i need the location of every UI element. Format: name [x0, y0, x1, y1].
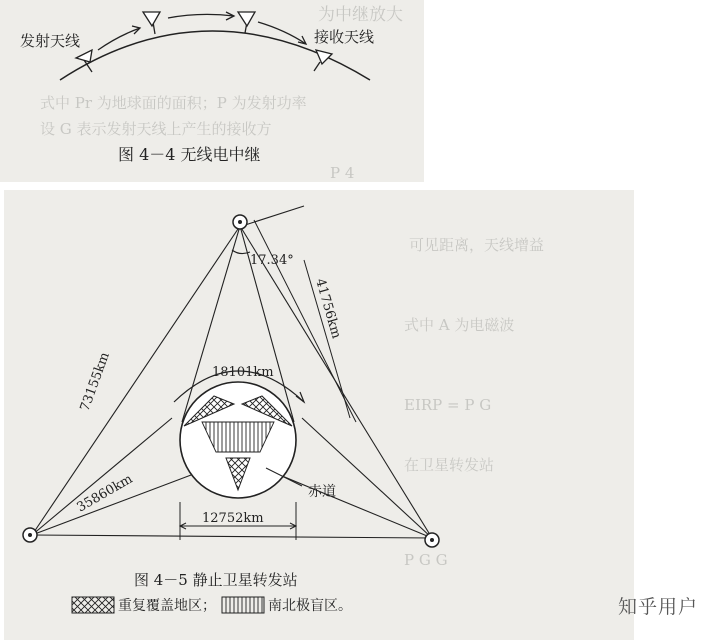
svg-text:为中继放大: 为中继放大 — [318, 5, 403, 25]
relay-arrow-2 — [168, 12, 234, 20]
transmit-antenna-label: 发射天线 — [20, 32, 81, 50]
orbit-arc-arrow — [296, 392, 304, 402]
satellite-icon — [233, 215, 247, 229]
svg-text:式中 A 为电磁波: 式中 A 为电磁波 — [404, 316, 515, 334]
relay-antenna-icon-2 — [238, 12, 255, 33]
svg-text:式中 Pr 为地球面的面积；P 为发射功率: 式中 Pr 为地球面的面积；P 为发射功率 — [40, 94, 307, 112]
geostationary-relay-diagram — [4, 190, 634, 640]
relay-antenna-icon-1 — [143, 12, 160, 34]
legend-blind-label: 南北极盲区。 — [268, 598, 352, 614]
ground-station-left-icon — [23, 528, 37, 542]
earth-diameter-label: 12752km — [202, 511, 264, 526]
legend-blind-swatch — [222, 597, 264, 613]
figure-4-5-panel — [4, 190, 634, 640]
svg-text:EIRP = P G: EIRP = P G — [404, 396, 492, 414]
figure-4-4-panel — [0, 0, 424, 182]
receive-antenna-label: 接收天线 — [314, 28, 375, 46]
svg-text:P 4: P 4 — [330, 164, 355, 182]
legend-overlap-label: 重复覆盖地区； — [118, 598, 216, 614]
relay-arrow-1 — [98, 26, 140, 50]
svg-text:可见距离，天线增益: 可见距离，天线增益 — [409, 236, 545, 254]
receive-antenna-icon — [314, 50, 332, 71]
figure-4-4-caption: 图 4－4 无线电中继 — [118, 145, 261, 164]
equator-label: 赤道 — [308, 484, 336, 500]
slant-range-label: 41756km — [312, 276, 344, 341]
watermark: 知乎用户 — [617, 596, 698, 618]
angle-label: 17.34° — [250, 253, 294, 268]
geo-altitude-label: 35860km — [74, 471, 136, 516]
radio-relay-diagram — [0, 0, 424, 182]
svg-text:设 G 表示发射天线上产生的接收方: 设 G 表示发射天线上产生的接收方 — [40, 120, 272, 138]
inter-station-label: 73155km — [77, 350, 113, 414]
figure-4-5-caption: 图 4－5 静止卫星转发站 — [134, 571, 298, 589]
svg-text:在卫星转发站: 在卫星转发站 — [404, 456, 495, 474]
orbit-length-label: 18101km — [212, 365, 274, 380]
ground-station-right-icon — [425, 533, 439, 547]
coverage-circle — [180, 382, 296, 498]
legend-overlap-swatch — [72, 597, 114, 613]
svg-text:P G G: P G G — [404, 551, 448, 569]
